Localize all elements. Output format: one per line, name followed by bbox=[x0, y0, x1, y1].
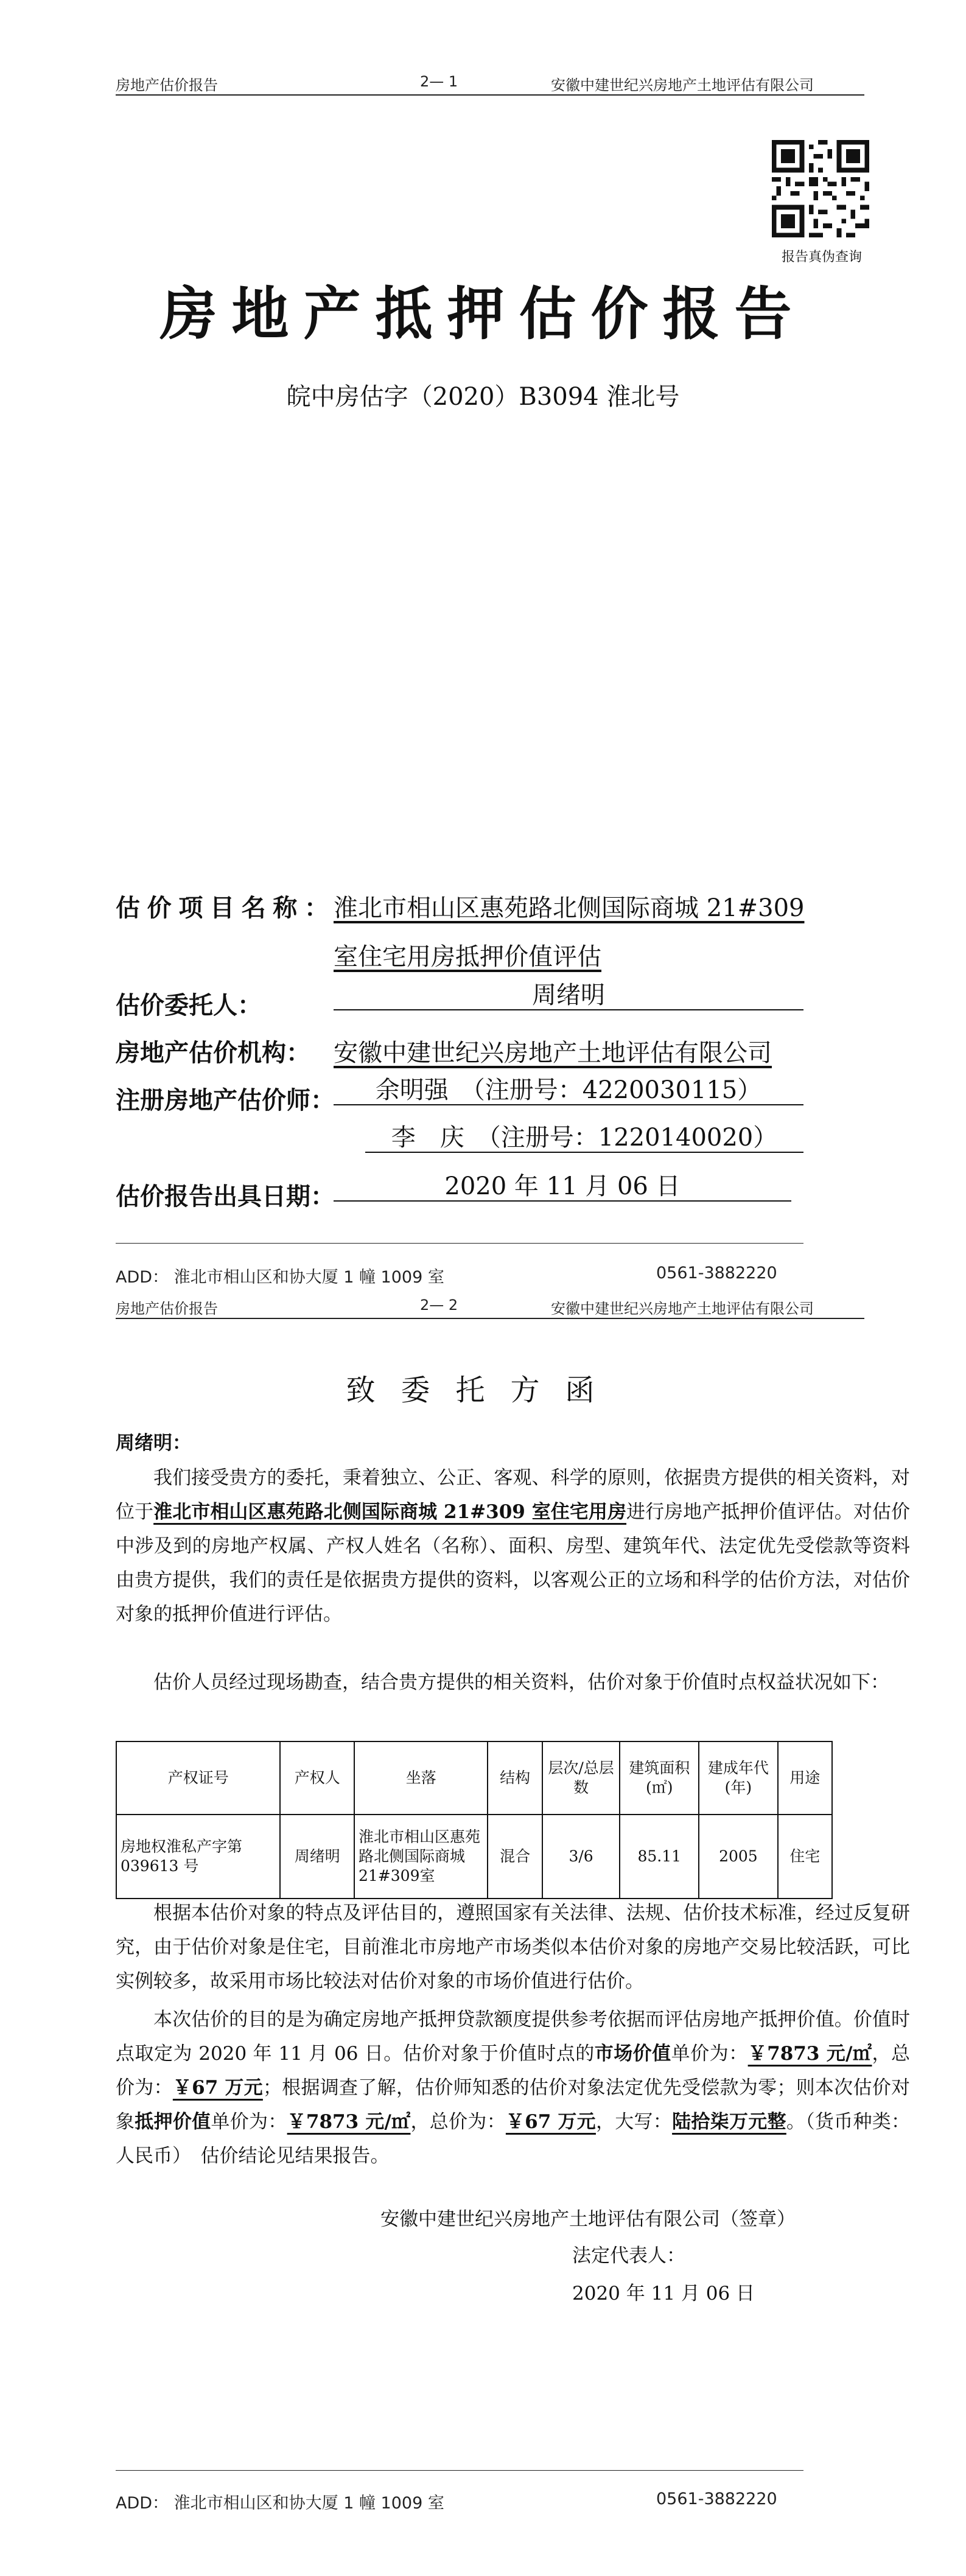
header-left: 房地产估价报告 bbox=[116, 1300, 218, 1317]
report-title: 房地产抵押估价报告 bbox=[159, 281, 807, 348]
signature-legal-rep: 法定代表人： bbox=[572, 2245, 685, 2267]
report-date-label: 估价报告出具日期： bbox=[116, 1182, 335, 1211]
signature-date: 2020 年 11 月 06 日 bbox=[572, 2283, 755, 2305]
header-company: 安徽中建世纪兴房地产土地评估有限公司 bbox=[551, 77, 814, 94]
table-cell: 混合 bbox=[488, 1815, 542, 1899]
header-company: 安徽中建世纪兴房地产土地评估有限公司 bbox=[551, 1300, 814, 1317]
footer-address: ADD： 淮北市相山区和协大厦 1 幢 1009 室 bbox=[116, 1268, 444, 1287]
appraiser-label: 注册房地产估价师： bbox=[116, 1086, 335, 1115]
footer-rule bbox=[116, 1243, 803, 1244]
letter-paragraph-4: 本次估价的目的是为确定房地产抵押贷款额度提供参考依据而评估房地产抵押价值。价值时点取定为 2020 年 11 月 06 日。估价对象于价值时点的市场价值单价为：￥7873 元/㎡，总价为：￥67 万元；根据调查了解，估价师知悉的估价对象法定优先受偿款为零；则本次估价对象抵押价值单价为：￥7873 元/㎡，总价为：￥67 万元，大写：陆拾柒万元整。（货币种类：人民币） 估价结论见结果报告。 bbox=[116, 2009, 911, 2167]
table-cell: 周绪明 bbox=[280, 1815, 354, 1899]
appraiser-1: 余明强 （注册号：4220030115） bbox=[334, 1076, 803, 1105]
footer-phone: 0561-3882220 bbox=[656, 1264, 777, 1283]
table-cell: 85.11 bbox=[620, 1815, 699, 1899]
letter-paragraph-1: 我们接受贵方的委托，秉着独立、公正、客观、科学的原则，依据贵方提供的相关资料，对位于淮北市相山区惠苑路北侧国际商城 21#309 室住宅用房进行房地产抵押价值评估。对估价中涉及到的房地产权属、产权人姓名（名称）、面积、房型、建筑年代、法定优先受偿款等资料由贵方提供，我们的责任是依据贵方提供的资料，以客观公正的立场和科学的估价方法，对估价对象的抵押价值进行评估。 bbox=[116, 1467, 910, 1625]
table-cell: 住宅 bbox=[778, 1815, 832, 1899]
salutation: 周绪明： bbox=[116, 1432, 191, 1454]
property-table bbox=[116, 1741, 833, 1899]
table-header-cell: 产权人 bbox=[280, 1741, 354, 1815]
header-rule bbox=[116, 1318, 864, 1319]
table-row bbox=[116, 1815, 832, 1899]
header-page-number: 2— 1 bbox=[420, 73, 458, 90]
footer-phone: 0561-3882220 bbox=[656, 2490, 777, 2508]
letter-title: 致委托方函 bbox=[346, 1373, 620, 1407]
appraiser-2: 李 庆 （注册号：1220140020） bbox=[365, 1124, 803, 1153]
report-number: 皖中房估字（2020）B3094 淮北号 bbox=[286, 383, 680, 411]
signature-company: 安徽中建世纪兴房地产土地评估有限公司（签章） bbox=[380, 2208, 796, 2230]
letter-paragraph-3: 根据本估价对象的特点及评估目的，遵照国家有关法律、法规、估价技术标准，经过反复研究，由于估价对象是住宅，目前淮北市房地产市场类似本估价对象的房地产交易比较活跃，可比实例较多，故采用市场比较法对估价对象的市场价值进行估价。 bbox=[116, 1902, 910, 1992]
project-name-value-line1: 淮北市相山区惠苑路北侧国际商城 21#309 bbox=[334, 894, 805, 922]
project-name-value-line2: 室住宅用房抵押价值评估 bbox=[334, 943, 601, 971]
footer-rule bbox=[116, 2470, 803, 2471]
agency-label: 房地产估价机构： bbox=[116, 1038, 310, 1067]
table-cell: 房地权淮私产字第039613 号 bbox=[116, 1815, 280, 1899]
agency-value: 安徽中建世纪兴房地产土地评估有限公司 bbox=[334, 1039, 772, 1067]
table-header-cell: 产权证号 bbox=[116, 1741, 280, 1815]
table-header-row bbox=[116, 1741, 832, 1815]
project-name-label: 估 价 项 目 名 称 ： bbox=[116, 894, 329, 922]
qr-caption: 报告真伪查询 bbox=[781, 250, 862, 265]
report-date-value: 2020 年 11 月 06 日 bbox=[334, 1172, 791, 1202]
letter-paragraph-2: 估价人员经过现场勘查，结合贵方提供的相关资料，估价对象于价值时点权益状况如下： bbox=[153, 1671, 889, 1693]
client-value: 周绪明 bbox=[334, 981, 803, 1010]
table-header-cell: 层次/总层数 bbox=[542, 1741, 620, 1815]
table-header-cell: 用途 bbox=[778, 1741, 832, 1815]
table-header-cell: 建成年代(年) bbox=[699, 1741, 777, 1815]
table-header-cell: 结构 bbox=[488, 1741, 542, 1815]
header-left: 房地产估价报告 bbox=[116, 77, 218, 94]
header-rule bbox=[116, 94, 864, 96]
table-cell: 2005 bbox=[699, 1815, 777, 1899]
table-cell: 3/6 bbox=[542, 1815, 620, 1899]
header-page-number: 2— 2 bbox=[420, 1297, 458, 1314]
client-label: 估价委托人： bbox=[116, 991, 262, 1020]
footer-address: ADD： 淮北市相山区和协大厦 1 幢 1009 室 bbox=[116, 2494, 444, 2513]
table-header-cell: 坐落 bbox=[354, 1741, 488, 1815]
qr-code-icon bbox=[772, 140, 869, 237]
table-header-cell: 建筑面积(㎡) bbox=[620, 1741, 699, 1815]
table-cell: 淮北市相山区惠苑路北侧国际商城 21#309室 bbox=[354, 1815, 488, 1899]
